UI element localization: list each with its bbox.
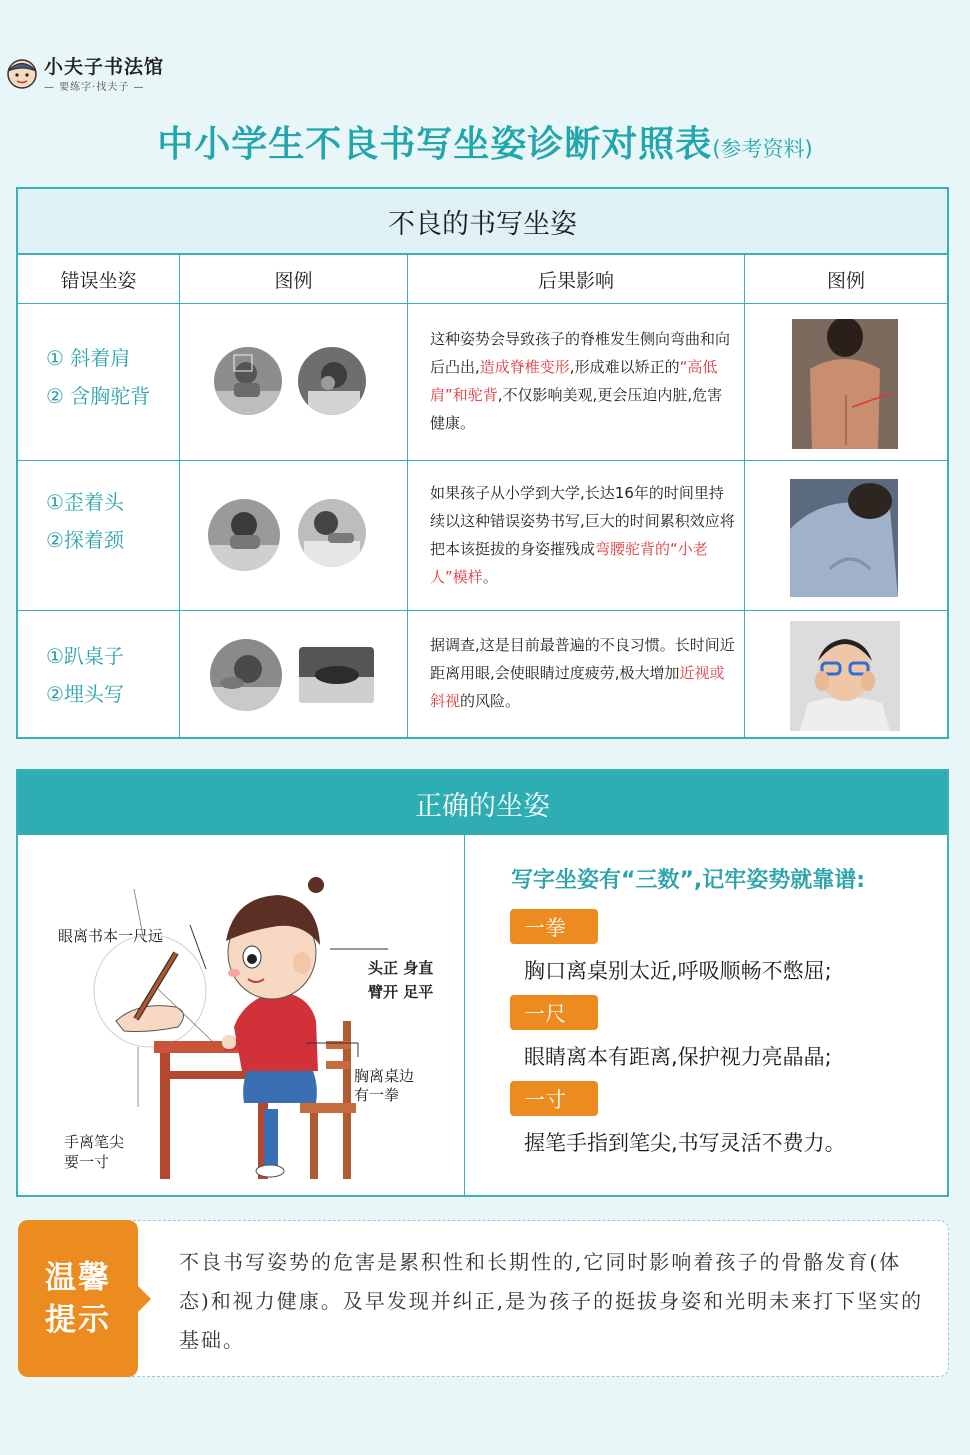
badge-inch: 一寸 xyxy=(510,1081,598,1116)
back-photo xyxy=(792,319,898,449)
illustration-photo xyxy=(299,647,374,703)
table-row-effect: 这种姿势会导致孩子的脊椎发生侧向弯曲和向后凸出,造成脊椎变形,形成难以矫正的“高低肩”和驼背,不仅影响美观,更会压迫内脏,危害健康。 xyxy=(430,330,731,432)
column-header-effect: 后果影响 xyxy=(537,269,614,292)
illustration-photo xyxy=(214,347,282,415)
child-rubbing-eyes-photo xyxy=(790,621,900,731)
illustration-photo xyxy=(208,499,280,571)
page-title-sub: (参考资料) xyxy=(712,137,813,161)
page-title-main: 中小学生不良书写坐姿诊断对照表 xyxy=(157,124,713,165)
table-row-effect: 据调查,这是目前最普遍的不良习惯。长时间近距离用眼,会使眼睛过度疲劳,极大增加近视或斜视的风险。 xyxy=(430,636,735,710)
illustration-photo xyxy=(210,639,282,711)
logo-slogan: — 要练字·找夫子 — xyxy=(44,82,145,93)
tip-text: 不良书写姿势的危害是累积性和长期性的,它同时影响着孩子的骨骼发育(体态)和视力健康。及早发现并纠正,是为孩子的挺拔身姿和光明未来打下坚实的基础。 xyxy=(179,1250,924,1352)
badge-foot: 一尺 xyxy=(510,995,598,1030)
table-row-posture xyxy=(46,637,124,713)
column-header-illustration: 图例 xyxy=(274,269,313,292)
correct-posture-panel xyxy=(16,769,949,1197)
table-row-effect: 如果孩子从小学到大学,长达16年的时间里持续以这种错误姿势书写,巨大的时间累积效应将把本该挺拔的身姿摧残成弯腰驼背的“小老人”模样。 xyxy=(430,484,735,586)
divider xyxy=(18,460,947,461)
tip-tag xyxy=(18,1220,138,1377)
posture-item: ① 斜着肩 xyxy=(46,346,131,370)
label-hand-distance-2: 要一寸 xyxy=(64,1153,110,1171)
tip-tag-line: 提示 xyxy=(45,1301,111,1338)
child-photo xyxy=(790,479,898,597)
tip-tag-line: 温馨 xyxy=(45,1259,111,1296)
bad-posture-heading: 不良的书写坐姿 xyxy=(18,189,947,255)
column-header-posture: 错误坐姿 xyxy=(60,269,137,292)
posture-item: ②探着颈 xyxy=(46,528,124,552)
divider xyxy=(407,255,408,737)
posture-item: ①歪着头 xyxy=(46,490,124,514)
posture-item: ①趴桌子 xyxy=(46,644,124,668)
table-row-posture xyxy=(46,483,124,559)
label-chest-distance-1: 胸离桌边 xyxy=(354,1067,415,1085)
divider xyxy=(18,303,947,304)
logo xyxy=(4,48,179,98)
tip-arrow-icon xyxy=(137,1285,151,1313)
label-hand-distance-1: 手离笔尖 xyxy=(64,1133,125,1151)
posture-item: ② 含胸驼背 xyxy=(46,384,151,408)
correct-posture-heading: 正确的坐姿 xyxy=(18,771,947,835)
illustration-photo xyxy=(298,499,366,567)
divider xyxy=(464,835,465,1197)
rule-text-foot: 眼睛离本有距离,保护视力亮晶晶; xyxy=(524,1045,832,1069)
label-eye-distance: 眼离书本一尺远 xyxy=(58,927,164,945)
divider xyxy=(744,255,745,737)
child-face-icon xyxy=(4,54,40,90)
posture-item: ②埋头写 xyxy=(46,682,124,706)
table-row-posture xyxy=(46,339,150,415)
badge-fist: 一拳 xyxy=(510,909,598,944)
page-title xyxy=(0,116,970,167)
logo-name: 小夫子书法馆 xyxy=(44,56,165,78)
divider xyxy=(179,255,180,737)
illustration-photo xyxy=(298,347,366,415)
tip-box xyxy=(18,1220,949,1377)
label-chest-distance-2: 有一拳 xyxy=(354,1086,400,1104)
rules-title: 写字坐姿有“三数”,记牢姿势就靠谱: xyxy=(511,868,866,893)
rule-text-inch: 握笔手指到笔尖,书写灵活不费力。 xyxy=(524,1131,846,1155)
rule-text-fist: 胸口离桌别太近,呼吸顺畅不憋屈; xyxy=(524,959,832,983)
column-header-illustration-2: 图例 xyxy=(826,269,865,292)
label-arm-foot: 臂开 足平 xyxy=(368,983,434,1001)
divider xyxy=(18,610,947,611)
label-head-body: 头正 身直 xyxy=(368,959,434,977)
bad-posture-table xyxy=(16,187,949,739)
